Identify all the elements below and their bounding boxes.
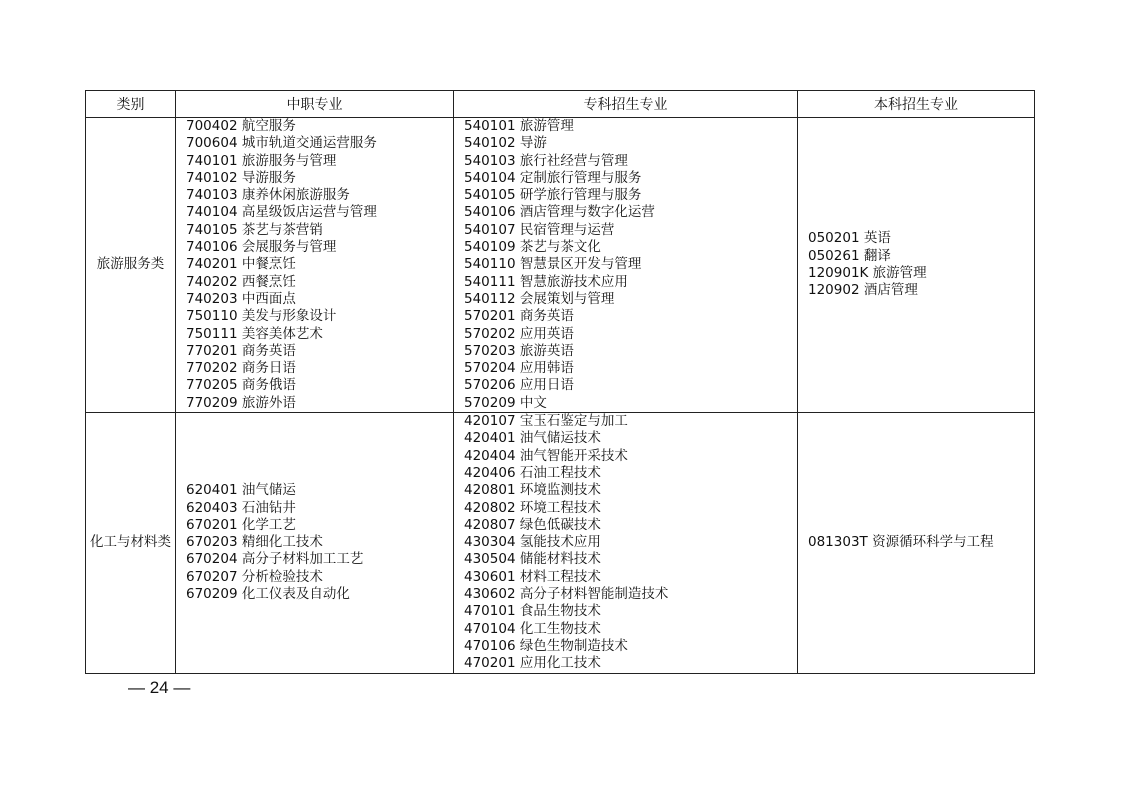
header-college-major: 专科招生专业 xyxy=(454,91,798,118)
major-item: 620403 石油钻井 xyxy=(186,499,296,516)
major-item: 770205 商务俄语 xyxy=(186,377,296,394)
major-item: 081303T 资源循环科学与工程 xyxy=(808,534,994,551)
major-item: 430602 高分子材料智能制造技术 xyxy=(464,586,669,603)
major-item: 750111 美容美体艺术 xyxy=(186,325,323,342)
major-item: 670201 化学工艺 xyxy=(186,516,296,533)
major-item: 740203 中西面点 xyxy=(186,290,296,307)
header-category: 类别 xyxy=(86,91,176,118)
major-item: 700402 航空服务 xyxy=(186,118,296,134)
major-item: 770209 旅游外语 xyxy=(186,394,296,411)
major-item: 740105 茶艺与茶营销 xyxy=(186,221,323,238)
table-row xyxy=(86,118,1035,413)
major-item: 750110 美发与形象设计 xyxy=(186,308,337,325)
major-item: 620401 油气储运 xyxy=(186,482,296,499)
major-item: 740102 导游服务 xyxy=(186,169,296,186)
major-item: 420107 宝玉石鉴定与加工 xyxy=(464,413,628,430)
major-item: 570202 应用英语 xyxy=(464,325,574,342)
major-item: 540106 酒店管理与数字化运营 xyxy=(464,204,655,221)
major-item: 050261 翻译 xyxy=(808,247,891,264)
major-item: 420404 油气智能开采技术 xyxy=(464,447,628,464)
undergrad-major-cell xyxy=(798,118,1035,413)
major-item: 120902 酒店管理 xyxy=(808,282,918,299)
major-item: 420406 石油工程技术 xyxy=(464,464,601,481)
major-item: 540101 旅游管理 xyxy=(464,118,574,134)
major-item: 420401 油气储运技术 xyxy=(464,430,601,447)
major-item: 570203 旅游英语 xyxy=(464,342,574,359)
major-item: 740106 会展服务与管理 xyxy=(186,239,337,256)
major-item: 540102 导游 xyxy=(464,135,547,152)
major-item: 540112 会展策划与管理 xyxy=(464,290,615,307)
category-cell: 化工与材料类 xyxy=(86,413,176,673)
major-item: 570204 应用韩语 xyxy=(464,360,574,377)
major-item: 540111 智慧旅游技术应用 xyxy=(464,273,628,290)
major-item: 740202 西餐烹饪 xyxy=(186,273,296,290)
major-item: 540107 民宿管理与运营 xyxy=(464,221,615,238)
major-item: 430304 氢能技术应用 xyxy=(464,534,601,551)
major-item: 570201 商务英语 xyxy=(464,308,574,325)
table-row xyxy=(86,413,1035,673)
major-item: 470101 食品生物技术 xyxy=(464,603,601,620)
major-item: 670203 精细化工技术 xyxy=(186,534,323,551)
major-item: 700604 城市轨道交通运营服务 xyxy=(186,135,377,152)
undergrad-major-cell xyxy=(798,413,1035,673)
major-item: 540110 智慧景区开发与管理 xyxy=(464,256,642,273)
major-item: 670207 分析检验技术 xyxy=(186,568,323,585)
major-item: 420801 环境监测技术 xyxy=(464,482,601,499)
major-item: 770201 商务英语 xyxy=(186,342,296,359)
major-item: 420807 绿色低碳技术 xyxy=(464,516,601,533)
major-item: 670204 高分子材料加工工艺 xyxy=(186,551,364,568)
major-item: 740104 高星级饭店运营与管理 xyxy=(186,204,377,221)
header-undergrad-major: 本科招生专业 xyxy=(798,91,1035,118)
major-item: 540105 研学旅行管理与服务 xyxy=(464,187,642,204)
major-item: 540109 茶艺与茶文化 xyxy=(464,239,601,256)
major-item: 740103 康养休闲旅游服务 xyxy=(186,187,350,204)
major-item: 430504 储能材料技术 xyxy=(464,551,601,568)
major-item: 470104 化工生物技术 xyxy=(464,620,601,637)
major-item: 570209 中文 xyxy=(464,394,547,411)
major-item: 470201 应用化工技术 xyxy=(464,655,601,672)
major-item: 740201 中餐烹饪 xyxy=(186,256,296,273)
major-item: 470106 绿色生物制造技术 xyxy=(464,637,628,654)
secondary-major-cell xyxy=(176,413,454,673)
major-item: 540103 旅行社经营与管理 xyxy=(464,152,628,169)
major-item: 570206 应用日语 xyxy=(464,377,574,394)
major-item: 740101 旅游服务与管理 xyxy=(186,152,337,169)
major-item: 120901K 旅游管理 xyxy=(808,265,927,282)
college-major-cell xyxy=(454,118,798,413)
header-secondary-major: 中职专业 xyxy=(176,91,454,118)
major-item: 050201 英语 xyxy=(808,230,891,247)
category-cell: 旅游服务类 xyxy=(86,118,176,413)
table-header-row xyxy=(86,91,1035,118)
major-item: 540104 定制旅行管理与服务 xyxy=(464,169,642,186)
college-major-cell xyxy=(454,413,798,673)
secondary-major-cell xyxy=(176,118,454,413)
major-item: 770202 商务日语 xyxy=(186,360,296,377)
major-item: 420802 环境工程技术 xyxy=(464,499,601,516)
majors-table xyxy=(85,90,1035,674)
major-item: 430601 材料工程技术 xyxy=(464,568,601,585)
page-number: — 24 — xyxy=(128,678,191,697)
major-item: 670209 化工仪表及自动化 xyxy=(186,586,350,603)
